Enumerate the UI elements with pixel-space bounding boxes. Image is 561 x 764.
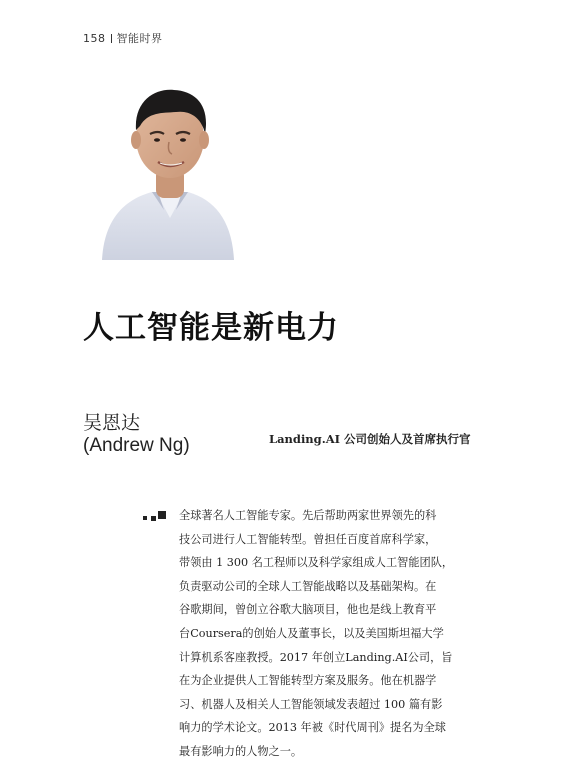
author-role: Landing.AI 公司创始人及首席执行官: [269, 432, 471, 446]
bio-line: 谷歌期间，曾创立谷歌大脑项目，他也是线上教育平: [179, 603, 437, 617]
bio-line: 全球著名人工智能专家。先后帮助两家世界领先的科: [179, 509, 437, 522]
bio-line: 台Coursera的创始人及董事长，以及美国斯坦福大学: [179, 626, 444, 640]
article-title: 人工智能是新电力: [83, 310, 339, 346]
author-portrait: [92, 82, 240, 260]
author-name-cn: 吴恩达: [83, 412, 141, 434]
bio-line: 带领由 1 300 名工程师以及科学家组成人工智能团队，: [179, 556, 454, 570]
book-title: 智能时界: [116, 32, 163, 45]
quote-mark-icon: [143, 509, 169, 523]
bio-line: 在为企业提供人工智能转型方案及服务。他在机器学: [179, 674, 437, 688]
running-header: [83, 30, 163, 46]
bio-line: 习、机器人及相关人工智能领域发表超过 100 篇有影: [179, 697, 443, 711]
author-bio: [179, 504, 479, 764]
bio-line: 最有影响力的人物之一。: [179, 744, 303, 758]
author-name-en: (Andrew Ng): [83, 435, 190, 456]
page-number: 158: [83, 31, 106, 45]
bio-line: 负责驱动公司的全球人工智能战略以及基础架构。在: [179, 579, 437, 593]
bio-line: 响力的学术论文。2013 年被《时代周刊》提名为全球: [179, 721, 446, 735]
bio-line: 技公司进行人工智能转型。曾担任百度首席科学家，: [179, 532, 437, 546]
bio-line: 计算机系客座教授。2017 年创立Landing.AI公司，旨: [179, 650, 453, 664]
header-divider: [111, 34, 112, 43]
